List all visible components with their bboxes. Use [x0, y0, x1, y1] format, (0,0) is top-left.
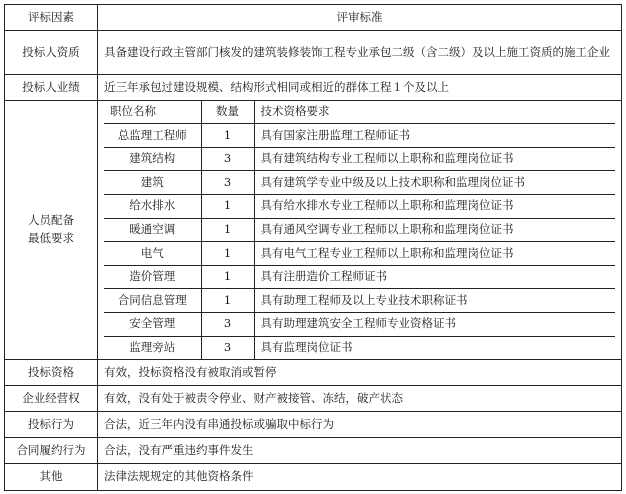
staff-row	[104, 218, 615, 242]
staff-position: 建筑	[104, 171, 201, 195]
staff-row	[104, 124, 615, 148]
other-label: 其他	[5, 464, 98, 491]
performance-label: 投标人业绩	[5, 75, 98, 101]
staff-row	[104, 313, 615, 337]
staff-position: 监理旁站	[104, 336, 201, 359]
staff-row	[104, 265, 615, 289]
staff-quantity: 1	[201, 265, 254, 289]
other-text: 法律法规规定的其他资格条件	[98, 464, 622, 491]
staff-requirement: 具有建筑学专业中级及以上技术职称和监理岗位证书	[254, 171, 615, 195]
table-row	[5, 360, 622, 386]
staff-requirement: 具有国家注册监理工程师证书	[254, 124, 615, 148]
staff-requirement: 具有电气工程专业工程师以上职称和监理岗位证书	[254, 242, 615, 266]
staff-quantity: 1	[201, 195, 254, 219]
column-header-requirement: 技术资格要求	[254, 101, 615, 124]
staff-quantity: 1	[201, 218, 254, 242]
staff-position: 总监理工程师	[104, 124, 201, 148]
staff-requirement: 具有监理岗位证书	[254, 336, 615, 359]
staff-requirement: 具有建筑结构专业工程师以上职称和监理岗位证书	[254, 147, 615, 171]
column-header-position: 职位名称	[104, 101, 201, 124]
staff-quantity: 3	[201, 336, 254, 359]
staff-requirement: 具有助理建筑安全工程师专业资格证书	[254, 313, 615, 337]
table-row	[5, 412, 622, 438]
staffing-label	[5, 101, 98, 360]
staff-quantity: 3	[201, 171, 254, 195]
staff-requirement: 具有助理工程师及以上专业技术职称证书	[254, 289, 615, 313]
table-row	[5, 386, 622, 412]
staff-quantity: 1	[201, 124, 254, 148]
header-standard: 评审标准	[98, 5, 622, 31]
contract-conduct-text: 合法，没有严重违约事件发生	[98, 438, 622, 464]
qualification-text: 具备建设行政主管部门核发的建筑装修装饰工程专业承包二级（含二级）及以上施工资质的施工企业	[98, 31, 622, 75]
staff-quantity: 1	[201, 289, 254, 313]
bidding-conduct-label: 投标行为	[5, 412, 98, 438]
staff-position: 给水排水	[104, 195, 201, 219]
staff-position: 电气	[104, 242, 201, 266]
staff-quantity: 1	[201, 242, 254, 266]
staff-row	[104, 171, 615, 195]
table-row	[5, 438, 622, 464]
staff-row	[104, 147, 615, 171]
staff-quantity: 3	[201, 147, 254, 171]
contract-conduct-label: 合同履约行为	[5, 438, 98, 464]
header-factor: 评标因素	[5, 5, 98, 31]
staff-requirement: 具有通风空调专业工程师以上职称和监理岗位证书	[254, 218, 615, 242]
staffing-header-row	[104, 101, 615, 124]
table-row	[5, 464, 622, 491]
staff-row	[104, 195, 615, 219]
evaluation-criteria-table	[4, 4, 622, 491]
staff-position: 建筑结构	[104, 147, 201, 171]
table-header-row	[5, 5, 622, 31]
staffing-requirements-table	[104, 101, 615, 359]
staff-position: 暖通空调	[104, 218, 201, 242]
staffing-row	[5, 101, 622, 360]
staff-position: 造价管理	[104, 265, 201, 289]
table-row	[5, 75, 622, 101]
qualification-label: 投标人资质	[5, 31, 98, 75]
operating-rights-text: 有效，没有处于被责令停业、财产被接管、冻结，破产状态	[98, 386, 622, 412]
staff-quantity: 3	[201, 313, 254, 337]
staffing-label-line2: 最低要求	[28, 231, 74, 245]
staff-position: 合同信息管理	[104, 289, 201, 313]
staffing-label-line1: 人员配备	[28, 213, 74, 228]
staff-row	[104, 289, 615, 313]
bid-qualification-label: 投标资格	[5, 360, 98, 386]
performance-text: 近三年承包过建设规模、结构形式相同或相近的群体工程１个及以上	[98, 75, 622, 101]
staff-position: 安全管理	[104, 313, 201, 337]
staff-row	[104, 242, 615, 266]
staffing-requirements-cell	[98, 101, 622, 360]
bid-qualification-text: 有效，投标资格没有被取消或暂停	[98, 360, 622, 386]
operating-rights-label: 企业经营权	[5, 386, 98, 412]
staff-requirement: 具有给水排水专业工程师以上职称和监理岗位证书	[254, 195, 615, 219]
staff-row	[104, 336, 615, 359]
bidding-conduct-text: 合法，近三年内没有串通投标或骗取中标行为	[98, 412, 622, 438]
column-header-quantity: 数量	[201, 101, 254, 124]
table-row	[5, 31, 622, 75]
staff-requirement: 具有注册造价工程师证书	[254, 265, 615, 289]
